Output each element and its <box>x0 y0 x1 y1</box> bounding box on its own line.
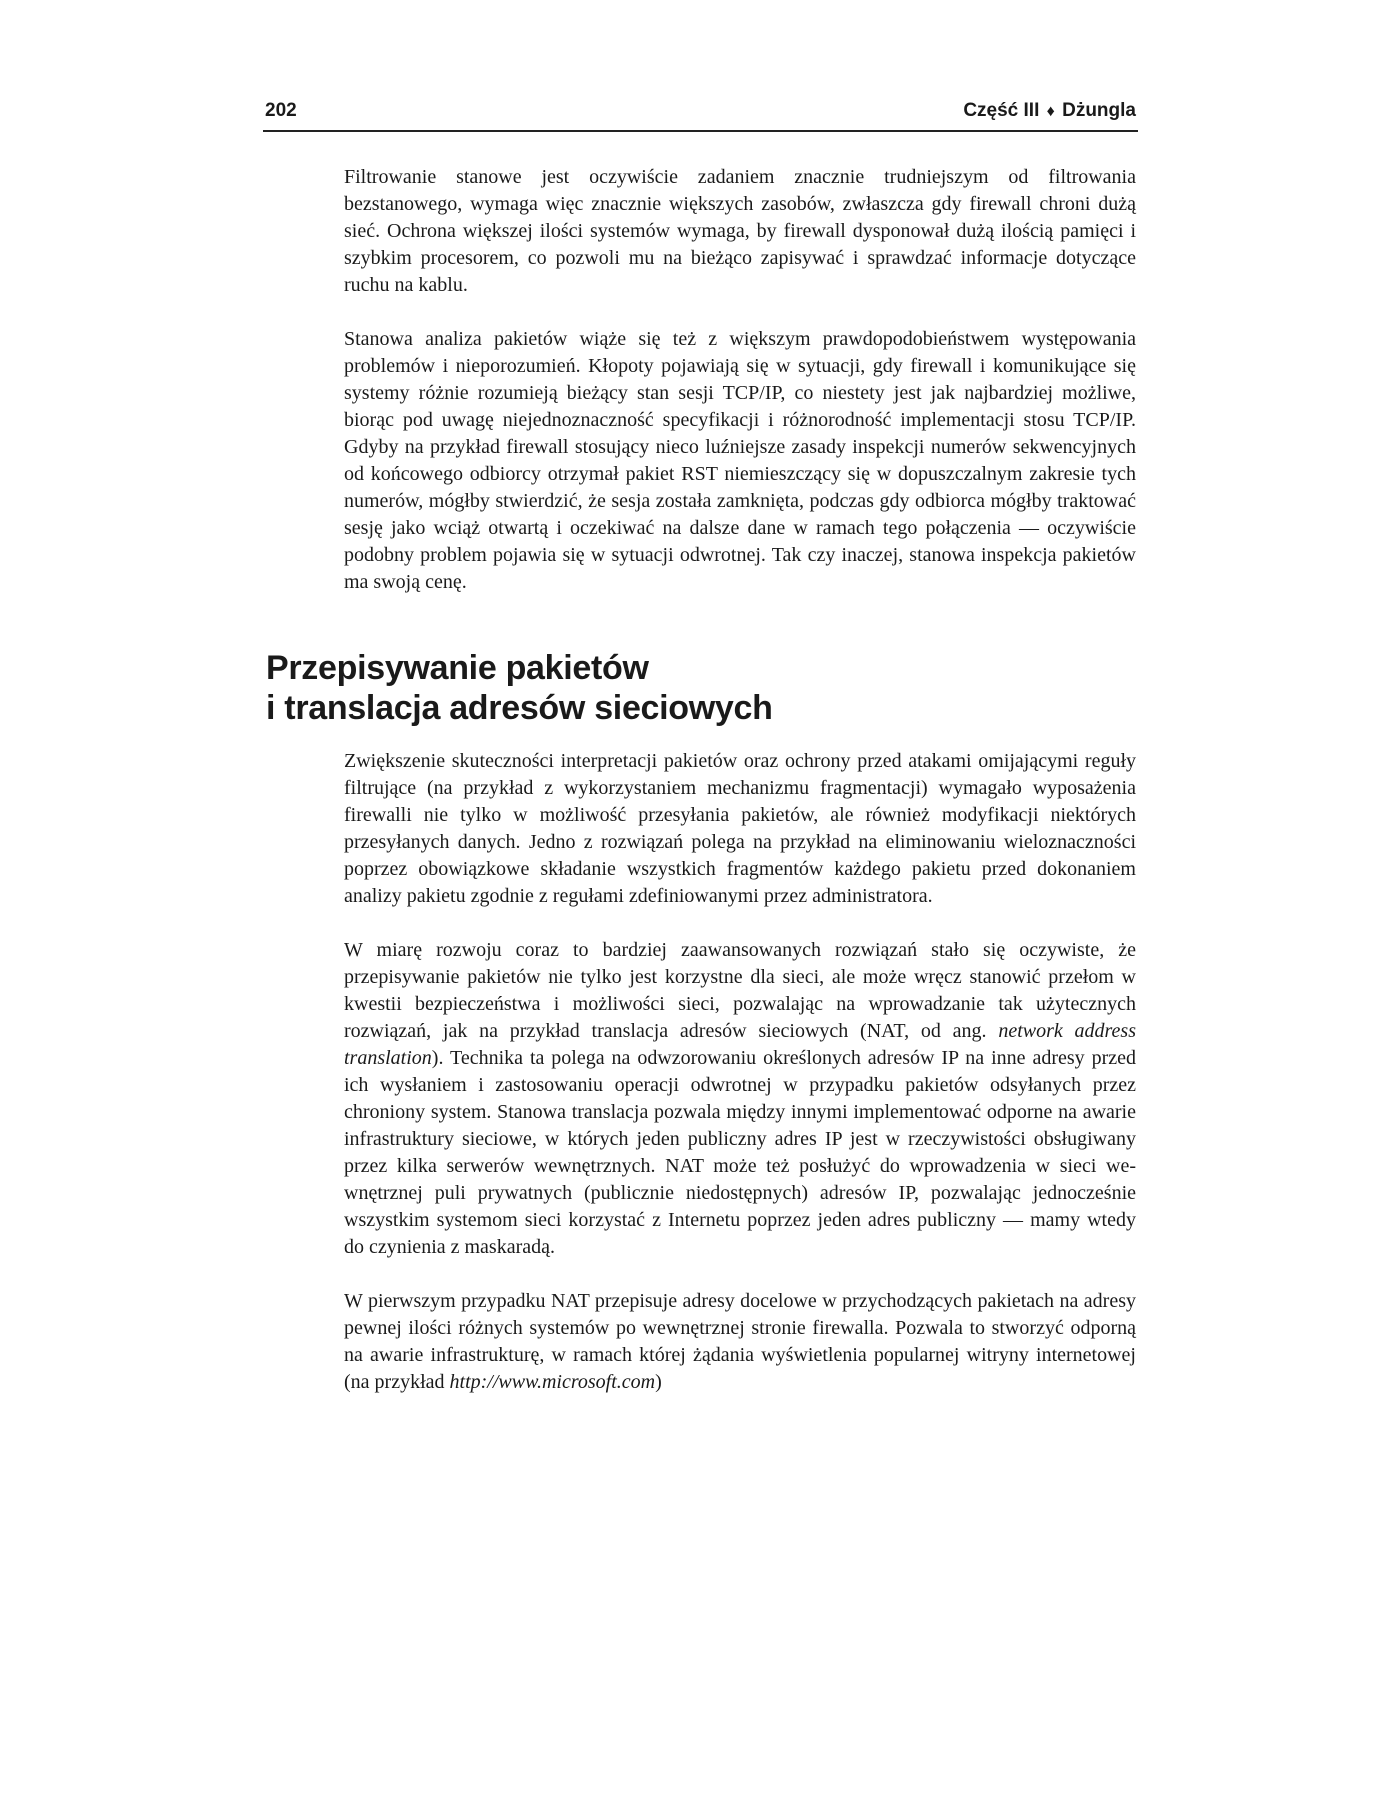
section-text-block <box>344 748 1136 1396</box>
intro-text-block <box>344 164 1136 596</box>
paragraph-stateful-filtering-cost: Filtrowanie stanowe jest oczywiście zadaniem znacznie trudniejszym od filtrowania bezstanowego, wymaga więc znacznie większych zasobów, zwłaszcza gdy firewall chroni dużą sieć. Ochrona większej ilości systemów wymaga, by firewall dysponował dużą ilością pamięci i szybkim procesorem, co pozwoli mu na bieżąco zapisywać i sprawdzać informacje dotyczące ruchu na kablu. <box>344 166 1136 296</box>
section-heading-line-2: i translacja adresów sieciowych <box>266 689 773 727</box>
paragraph-nat-intro <box>344 937 1136 1261</box>
paragraph-nat-destination-rewrite <box>344 1288 1136 1396</box>
nat-rewrite-text-start: W pierwszym przypadku NAT przepisuje adresy docelowe w przychodzących pakietach na adresy pewnej ilości różnych systemów po wewnętrznej stronie firewalla. Pozwala to stworzyć odporną na awarie infrastrukturę, w ramach której żądania wyświetlenia popularnej witryny internetowej (na przykład <box>344 1290 1136 1393</box>
example-url: http://www.microsoft.com <box>449 1371 656 1393</box>
nat-intro-text-start: W miarę rozwoju coraz to bardziej zaawansowanych rozwiązań stało się oczywiste, że przepisywanie pakietów nie tylko jest korzystne dla sieci, ale może wręcz stanowić przełom w kwestii bezpieczeństwa i możliwości sieci, pozwalając na wprowadzanie tak użytecznych rozwiązań, jak na przykład translacja adresów sieciowych (NAT, od ang. <box>344 939 1136 1042</box>
page-header <box>263 96 1138 132</box>
section-heading <box>266 648 1126 728</box>
chapter-label: Dżungla <box>1062 100 1136 121</box>
paragraph-stateful-analysis-problems: Stanowa analiza pakietów wiąże się też z większym prawdopodobieństwem występowania problemów i nieporozumień. Kłopoty pojawiają się w sytuacji, gdy firewall i komunikujące się systemy różnie rozumieją bieżący stan sesji TCP/IP, co niestety jest jak najbardziej możliwe, biorąc pod uwagę niejednoznaczność specyfikacji i różnorodność implementacji stosu TCP/IP. Gdyby na przykład firewall stosujący nieco luźniejsze zasady inspekcji numerów sekwencyjnych od końcowego odbiorcy otrzymał pakiet RST niemieszczący się w dopuszczalnym zakresie tych numerów, mógłby stwierdzić, że sesja została zamknięta, podczas gdy odbiorca mógłby traktować sesję jako wciąż otwartą i oczekiwać na dalsze dane w ramach tego połączenia — oczywiście podobny problem pojawia się w sytuacji odwrotnej. Tak czy inaczej, stanowa inspekcja pakietów ma swoją cenę. <box>344 328 1136 593</box>
part-label: Część III <box>963 100 1040 121</box>
nat-rewrite-text-end: ) <box>655 1371 662 1393</box>
nat-english-term: network address translation <box>344 1020 1136 1069</box>
nat-intro-text-end: ). Technika ta polega na odwzorowaniu określonych adresów IP na inne adresy przed ich wysłaniem i zastosowaniu operacji odwrotnej w przypadku pakietów odsyłanych przez chroniony system. Stanowa translacja pozwala między innymi implementować odporne na awarie infrastruktury sieciowe, w których jeden publiczny adres IP jest w rzeczywistości obsługiwany przez kilka serwerów wewnętrznych. NAT może też posłużyć do wprowadzenia w sieci wewnętrznej puli prywatnych (publicznie niedostępnych) adresów IP, pozwalając jednocześnie wszystkim systemom sieci korzystać z Internetu poprzez jeden adres publiczny — mamy wtedy do czynienia z maskaradą. <box>344 1047 1136 1258</box>
running-head <box>963 100 1136 122</box>
diamond-separator-icon: ♦ <box>1046 103 1055 120</box>
section-heading-line-1: Przepisywanie pakietów <box>266 649 649 687</box>
paragraph-packet-rewriting: Zwiększenie skuteczności interpretacji pakietów oraz ochrony przed atakami omijającymi reguły filtrujące (na przykład z wykorzystaniem mechanizmu fragmentacji) wymagało wyposażenia firewalli nie tylko w możliwość przesyłania pakietów, ale również modyfikacji niektórych przesyłanych danych. Jedno z rozwiązań polega na przykład na eliminowaniu wieloznaczności poprzez obowiązkowe składanie wszystkich fragmentów każdego pakietu przed dokonaniem analizy pakietu zgodnie z regułami zdefiniowanymi przez administratora. <box>344 750 1136 907</box>
page-number: 202 <box>265 100 297 121</box>
